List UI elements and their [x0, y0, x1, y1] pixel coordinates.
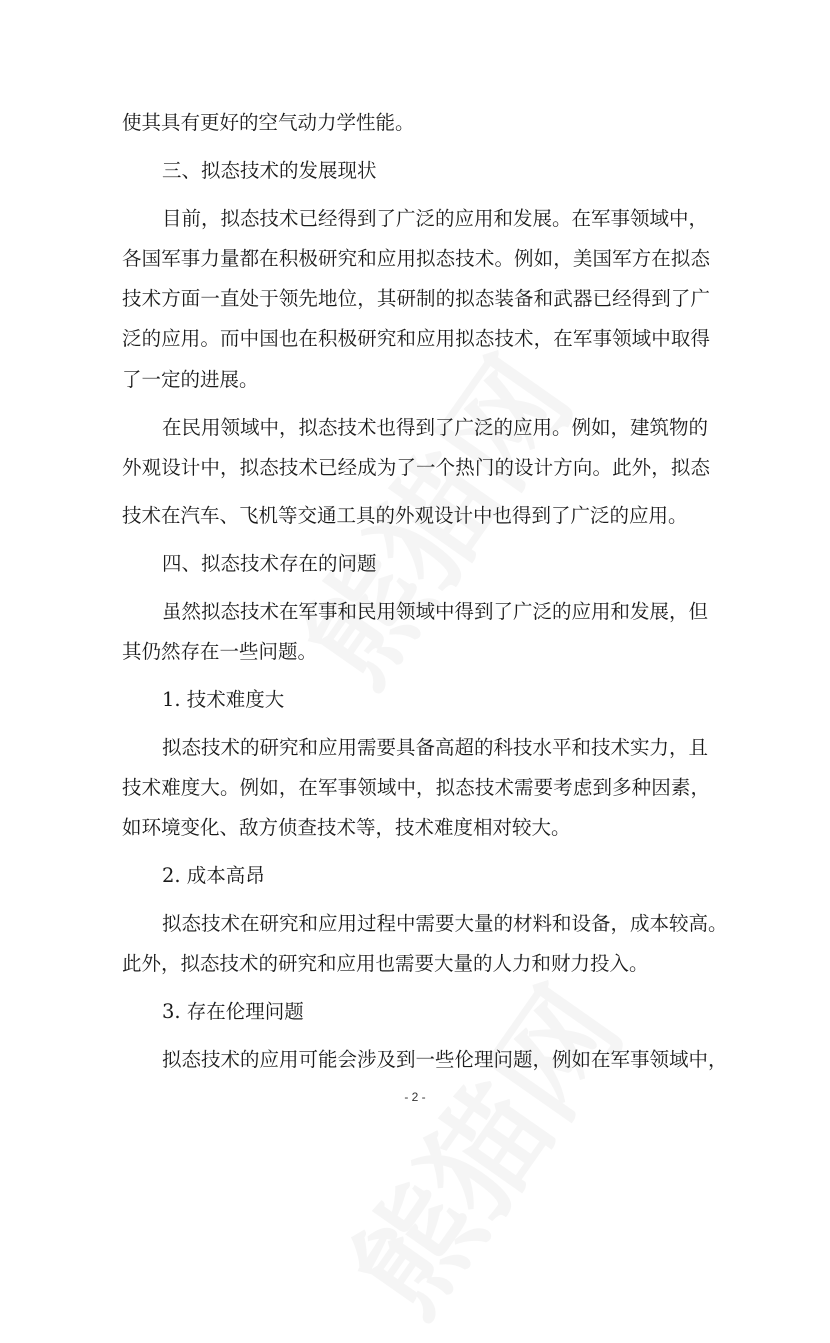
subsection-heading: 2. 成本高昂	[162, 864, 265, 887]
paragraph-line: 目前，拟态技术已经得到了广泛的应用和发展。在军事领域中，	[162, 207, 709, 230]
paragraph-line: 泛的应用。而中国也在积极研究和应用拟态技术，在军事领域中取得	[122, 327, 710, 350]
paragraph-line: 如环境变化、敌方侦查技术等，技术难度相对较大。	[122, 816, 571, 839]
paragraph-line: 技术方面一直处于领先地位，其研制的拟态装备和武器已经得到了广	[122, 287, 710, 310]
paragraph-line: 拟态技术的研究和应用需要具备高超的科技水平和技术实力，且	[162, 736, 709, 759]
paragraph-line: 各国军事力量都在积极研究和应用拟态技术。例如，美国军方在拟态	[122, 247, 710, 270]
subsection-heading: 1. 技术难度大	[162, 688, 285, 711]
paragraph-line: 使其具有更好的空气动力学性能。	[122, 111, 415, 134]
paragraph-line: 拟态技术在研究和应用过程中需要大量的材料和设备，成本较高。	[162, 912, 728, 935]
paragraph-line: 外观设计中，拟态技术已经成为了一个热门的设计方向。此外，拟态	[122, 456, 710, 479]
paragraph-line: 技术难度大。例如，在军事领域中，拟态技术需要考虑到多种因素，	[122, 776, 710, 799]
paragraph-line: 技术在汽车、飞机等交通工具的外观设计中也得到了广泛的应用。	[122, 504, 688, 527]
subsection-heading: 3. 存在伦理问题	[162, 1000, 304, 1023]
paragraph-line: 虽然拟态技术在军事和民用领域中得到了广泛的应用和发展，但	[162, 600, 709, 623]
paragraph-line: 了一定的进展。	[122, 368, 259, 391]
section-heading: 三、拟态技术的发展现状	[162, 159, 377, 182]
paragraph-line: 在民用领域中，拟态技术也得到了广泛的应用。例如，建筑物的	[162, 416, 709, 439]
page-number: - 2 -	[404, 1090, 426, 1104]
section-heading: 四、拟态技术存在的问题	[162, 552, 377, 575]
watermark	[306, 949, 653, 1343]
paragraph-line: 拟态技术的应用可能会涉及到一些伦理问题，例如在军事领域中，	[162, 1048, 728, 1071]
paragraph-line: 此外，拟态技术的研究和应用也需要大量的人力和财力投入。	[122, 952, 649, 975]
paragraph-line: 其仍然存在一些问题。	[122, 640, 318, 663]
